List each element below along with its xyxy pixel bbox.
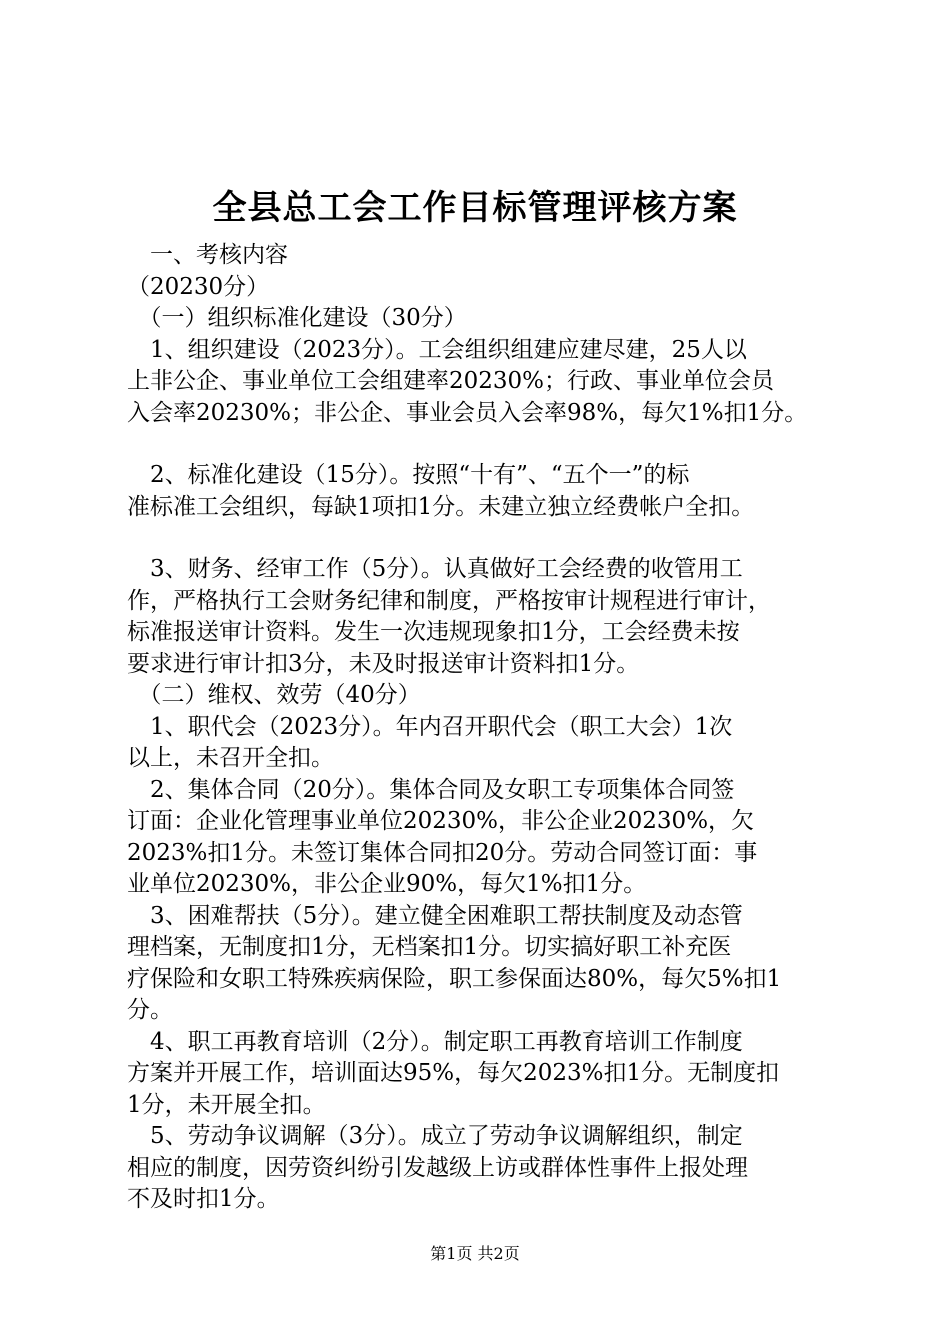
- paragraph-line: 1、组织建设（2023分）。工会组织组建应建尽建，25人以: [127, 336, 747, 363]
- subsection-heading: （二）维权、效劳（40分）: [127, 682, 421, 708]
- paragraph-line: 5、劳动争议调解（3分）。成立了劳动争议调解组织，制定: [127, 1123, 743, 1149]
- paragraph-line: 4、职工再教育培训（2分）。制定职工再教育培训工作制度: [127, 1028, 743, 1055]
- paragraph-line: 2、集体合同（20分）。集体合同及女职工专项集体合同签: [127, 776, 735, 803]
- page-number-footer: 第1页 共2页: [430, 1244, 520, 1263]
- paragraph-line: 入会率20230%；非公企、事业会员入会率98%，每欠1%扣1分。: [127, 399, 808, 426]
- paragraph-line: 3、财务、经审工作（5分）。认真做好工会经费的收管用工: [127, 556, 743, 582]
- paragraph-line: 相应的制度，因劳资纠纷引发越级上访或群体性事件上报处理: [127, 1154, 748, 1181]
- paragraph-line: 不及时扣1分。: [127, 1186, 280, 1212]
- paragraph-line: 2023%扣1分。未签订集体合同扣20分。劳动合同签订面：事: [127, 839, 758, 866]
- paragraph-line: 订面：企业化管理事业单位20230%，非公企业20230%，欠: [127, 808, 755, 834]
- blank-line: [127, 523, 837, 554]
- section-score: （20230分）: [127, 273, 270, 300]
- section-heading: 一、考核内容: [127, 242, 288, 268]
- paragraph-line: 3、困难帮扶（5分）。建立健全困难职工帮扶制度及动态管: [127, 902, 743, 929]
- document-body: [127, 240, 837, 1216]
- paragraph-line: 以上，未召开全扣。: [127, 745, 334, 771]
- paragraph-line: 上非公企、事业单位工会组建率20230%；行政、事业单位会员: [127, 368, 775, 394]
- paragraph-line: 作，严格执行工会财务纪律和制度，严格按审计规程进行审计，: [127, 587, 771, 614]
- paragraph-line: 标准报送审计资料。发生一次违规现象扣1分，工会经费未按: [127, 619, 740, 645]
- paragraph-line: 要求进行审计扣3分，未及时报送审计资料扣1分。: [127, 650, 640, 677]
- paragraph-line: 准标准工会组织，每缺1项扣1分。未建立独立经费帐户全扣。: [127, 493, 755, 520]
- document-title: 全县总工会工作目标管理评核方案: [212, 188, 738, 228]
- paragraph-line: 方案并开展工作，培训面达95%，每欠2023%扣1分。无制度扣: [127, 1060, 780, 1086]
- paragraph-line: 1、职代会（2023分）。年内召开职代会（职工大会）1次: [127, 713, 733, 740]
- subsection-heading: （一）组织标准化建设（30分）: [127, 305, 467, 331]
- paragraph-line: 疗保险和女职工特殊疾病保险，职工参保面达80%，每欠5%扣1: [127, 965, 782, 992]
- paragraph-line: 1分，未开展全扣。: [127, 1091, 326, 1118]
- paragraph-line: 分。: [127, 997, 173, 1023]
- paragraph-line: 2、标准化建设（15分）。按照“十有”、“五个一”的标: [127, 462, 690, 488]
- blank-line: [127, 429, 837, 460]
- paragraph-line: 业单位20230%，非公企业90%，每欠1%扣1分。: [127, 871, 647, 897]
- paragraph-line: 理档案，无制度扣1分，无档案扣1分。切实搞好职工补充医: [127, 934, 732, 960]
